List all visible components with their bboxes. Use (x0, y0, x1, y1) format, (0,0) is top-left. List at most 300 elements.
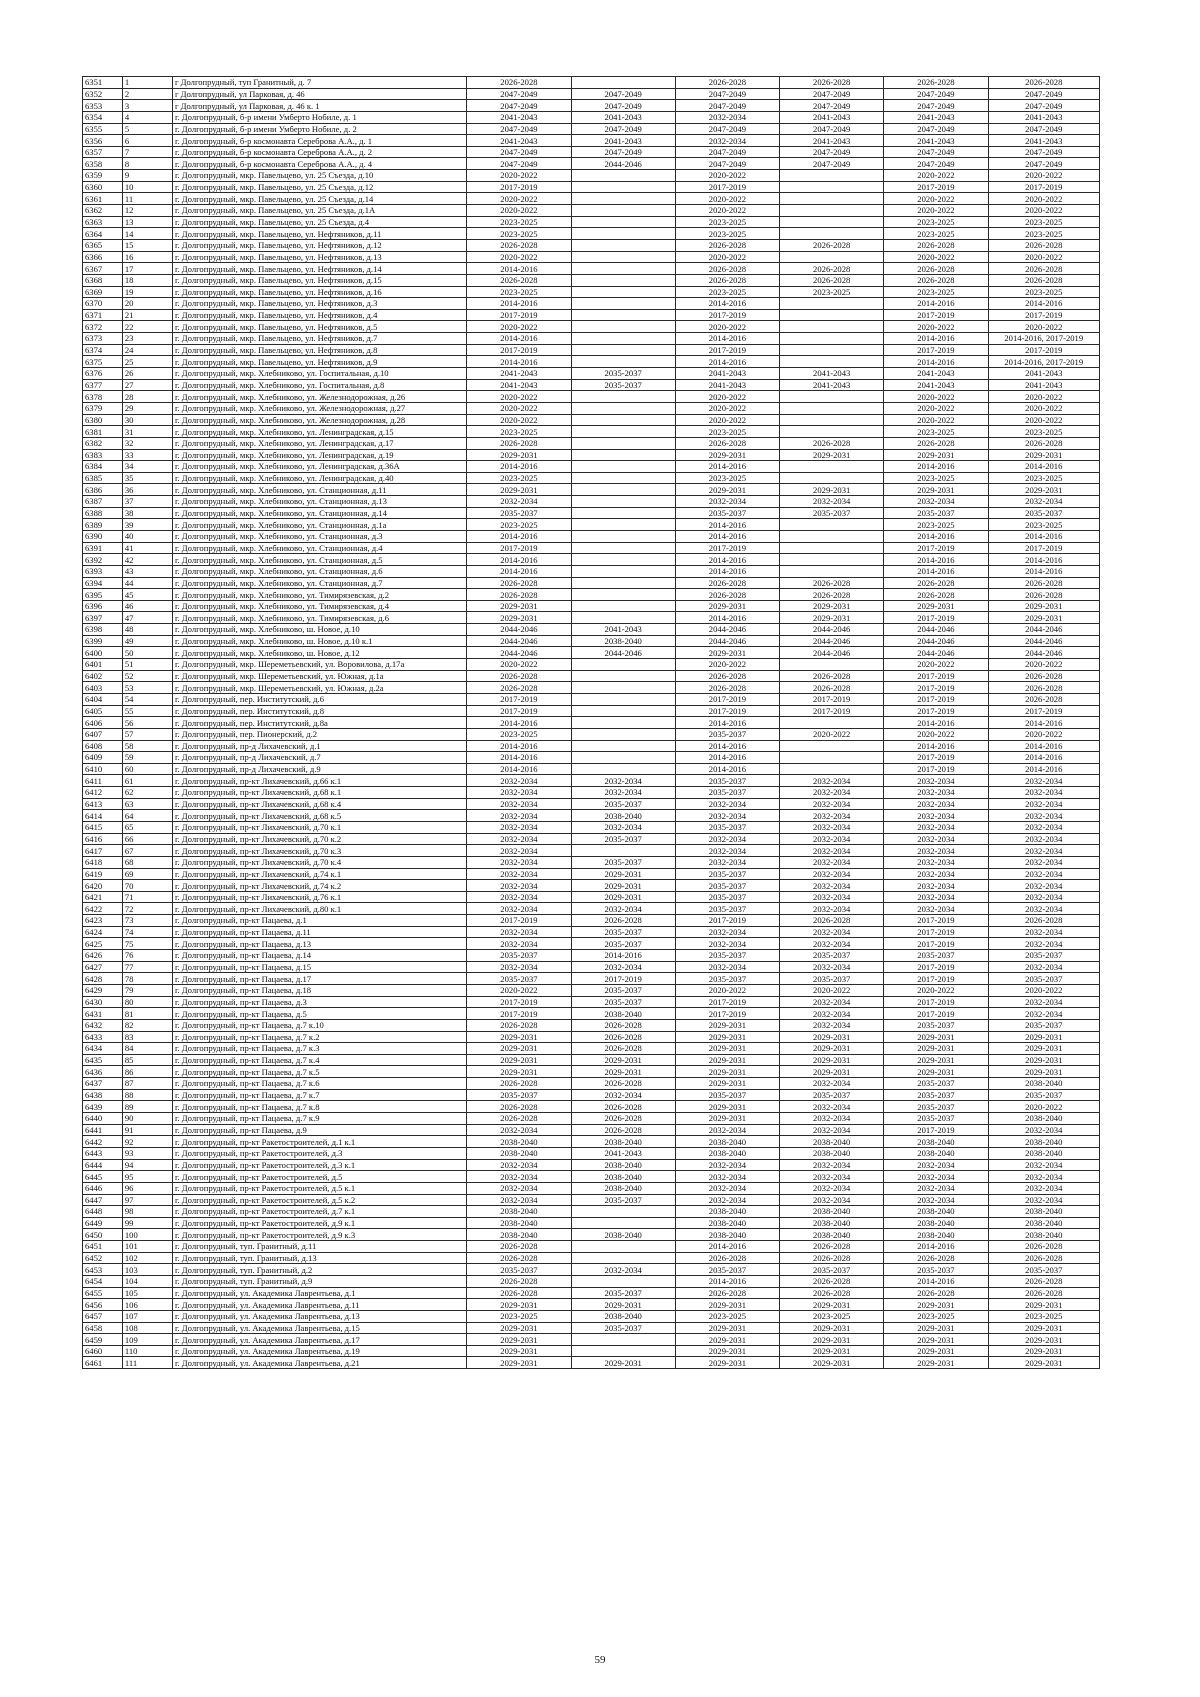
table-cell: г. Долгопрудный, туп. Гранитный, д.2 (172, 1264, 466, 1276)
table-cell: 2029-2031 (988, 1322, 1099, 1334)
table-cell: 2029-2031 (884, 484, 988, 496)
table-cell: 2020-2022 (988, 170, 1099, 182)
table-cell: 25 (122, 356, 172, 368)
table-cell: 2014-2016 (884, 298, 988, 310)
table-cell: 2032-2034 (988, 1171, 1099, 1183)
table-cell: 2020-2022 (467, 402, 571, 414)
table-cell: 2044-2046 (467, 635, 571, 647)
table-cell: 6444 (83, 1159, 123, 1171)
table-cell: 2020-2022 (675, 321, 779, 333)
table-cell: 2029-2031 (571, 1299, 675, 1311)
table-cell: 6378 (83, 391, 123, 403)
table-cell: 64 (122, 810, 172, 822)
table-cell: г. Долгопрудный, мкр. Шереметьевский, ул. Воровилова, д.17а (172, 659, 466, 671)
table-cell: 6448 (83, 1206, 123, 1218)
table-cell: г. Долгопрудный, пер. Институтский, д.8 (172, 705, 466, 717)
table-cell: 2023-2025 (988, 519, 1099, 531)
table-cell (571, 693, 675, 705)
table-row (83, 1345, 1100, 1357)
table-row (83, 1066, 1100, 1078)
table-cell: 2035-2037 (571, 833, 675, 845)
table-cell: 6408 (83, 740, 123, 752)
table-cell: 2023-2025 (988, 472, 1099, 484)
table-cell: 2029-2031 (988, 449, 1099, 461)
table-cell (571, 391, 675, 403)
table-row (83, 1101, 1100, 1113)
table-cell: 2047-2049 (467, 158, 571, 170)
table-cell: 2032-2034 (675, 833, 779, 845)
table-row (83, 1043, 1100, 1055)
table-cell: г. Долгопрудный, мкр. Павельцево, ул. Нефтяников, д.3 (172, 298, 466, 310)
table-cell: 2020-2022 (884, 402, 988, 414)
table-row (83, 1182, 1100, 1194)
table-cell: 6390 (83, 530, 123, 542)
table-cell: 2029-2031 (780, 449, 884, 461)
table-row (83, 856, 1100, 868)
table-row (83, 1206, 1100, 1218)
table-cell: 2020-2022 (988, 984, 1099, 996)
table-cell: 2032-2034 (884, 1171, 988, 1183)
table-cell: 2026-2028 (884, 589, 988, 601)
table-cell: 6445 (83, 1171, 123, 1183)
table-cell (780, 752, 884, 764)
table-cell (571, 705, 675, 717)
table-cell: 2038-2040 (780, 1136, 884, 1148)
table-cell: 6381 (83, 426, 123, 438)
table-cell: 6454 (83, 1275, 123, 1287)
table-cell: 2038-2040 (884, 1217, 988, 1229)
table-cell: г. Долгопрудный, пр-кт Пацаева, д.9 (172, 1124, 466, 1136)
table-cell: 2017-2019 (884, 682, 988, 694)
table-cell: 2041-2043 (988, 135, 1099, 147)
table-cell: 6419 (83, 868, 123, 880)
table-cell: 2035-2037 (467, 973, 571, 985)
table-cell: 2014-2016 (675, 461, 779, 473)
table-cell: 2032-2034 (571, 775, 675, 787)
table-cell (571, 682, 675, 694)
table-cell: 2026-2028 (988, 915, 1099, 927)
table-row (83, 239, 1100, 251)
table-cell: 2020-2022 (467, 984, 571, 996)
table-cell: 2032-2034 (780, 856, 884, 868)
table-cell: 2041-2043 (988, 379, 1099, 391)
table-cell: 6384 (83, 461, 123, 473)
table-cell: 2044-2046 (988, 635, 1099, 647)
table-row (83, 717, 1100, 729)
table-cell: 2047-2049 (884, 123, 988, 135)
table-cell: 60 (122, 763, 172, 775)
table-row (83, 379, 1100, 391)
table-cell: 2026-2028 (467, 589, 571, 601)
table-cell: 2026-2028 (884, 263, 988, 275)
table-cell: 2044-2046 (467, 647, 571, 659)
table-cell: 43 (122, 565, 172, 577)
table-cell: 73 (122, 915, 172, 927)
table-row (83, 1229, 1100, 1241)
table-cell: 2032-2034 (675, 1194, 779, 1206)
table-row (83, 1252, 1100, 1264)
table-cell: 2032-2034 (675, 926, 779, 938)
table-cell: 2029-2031 (675, 647, 779, 659)
table-cell: 2032-2034 (675, 798, 779, 810)
table-cell (571, 577, 675, 589)
table-cell: 2029-2031 (780, 1345, 884, 1357)
table-cell: 2029-2031 (675, 1299, 779, 1311)
table-cell: 22 (122, 321, 172, 333)
table-cell: 2032-2034 (988, 822, 1099, 834)
table-cell: 2026-2028 (780, 1241, 884, 1253)
table-cell: 2014-2016 (884, 530, 988, 542)
table-cell (571, 309, 675, 321)
table-cell: 2032-2034 (884, 891, 988, 903)
table-cell: 2014-2016 (884, 461, 988, 473)
table-cell: 2041-2043 (884, 379, 988, 391)
schedule-table-container (82, 76, 1100, 1369)
table-row (83, 659, 1100, 671)
table-cell: 2017-2019 (675, 996, 779, 1008)
table-cell: 2032-2034 (467, 845, 571, 857)
table-cell (780, 414, 884, 426)
table-cell: 6375 (83, 356, 123, 368)
table-cell: 2035-2037 (571, 984, 675, 996)
table-cell: 2029-2031 (571, 1054, 675, 1066)
table-cell (780, 542, 884, 554)
table-cell: 2032-2034 (988, 1159, 1099, 1171)
table-cell: 2026-2028 (988, 682, 1099, 694)
table-cell: 2032-2034 (988, 891, 1099, 903)
table-cell: 2026-2028 (675, 77, 779, 89)
table-cell: 2014-2016 (884, 1241, 988, 1253)
table-cell: 2029-2031 (780, 1334, 884, 1346)
table-cell: 2017-2019 (884, 693, 988, 705)
table-cell: 2047-2049 (467, 146, 571, 158)
table-cell: 6403 (83, 682, 123, 694)
table-cell: 2014-2016 (884, 565, 988, 577)
table-cell: 2017-2019 (675, 915, 779, 927)
table-cell: 2032-2034 (884, 822, 988, 834)
table-cell: г. Долгопрудный, ул. Академика Лаврентьева, д.21 (172, 1357, 466, 1369)
table-cell: 6434 (83, 1043, 123, 1055)
table-cell: г. Долгопрудный, пер. Институтский, д.8а (172, 717, 466, 729)
table-cell (571, 763, 675, 775)
table-cell: 2026-2028 (571, 1113, 675, 1125)
table-cell: 33 (122, 449, 172, 461)
table-row (83, 1031, 1100, 1043)
table-cell: г. Долгопрудный, мкр. Хлебниково, ул. Ленинградская, д.17 (172, 437, 466, 449)
table-cell (571, 728, 675, 740)
table-cell: 2029-2031 (467, 1043, 571, 1055)
table-cell: 2020-2022 (884, 251, 988, 263)
table-cell: 2032-2034 (467, 856, 571, 868)
table-cell: 6442 (83, 1136, 123, 1148)
table-cell (571, 251, 675, 263)
table-cell: 2017-2019 (675, 344, 779, 356)
table-cell: 6397 (83, 612, 123, 624)
table-cell: 2035-2037 (780, 1264, 884, 1276)
table-row (83, 775, 1100, 787)
table-row (83, 1124, 1100, 1136)
table-cell: 2032-2034 (780, 880, 884, 892)
table-cell: 2029-2031 (780, 484, 884, 496)
table-cell: 2038-2040 (571, 1182, 675, 1194)
table-cell: 2035-2037 (675, 728, 779, 740)
table-cell: 29 (122, 402, 172, 414)
table-row (83, 1287, 1100, 1299)
table-cell: 6 (122, 135, 172, 147)
table-cell: г. Долгопрудный, мкр. Павельцево, ул. 25 Съезда, д.4 (172, 216, 466, 228)
table-cell: 2023-2025 (988, 286, 1099, 298)
table-cell: 2035-2037 (884, 1089, 988, 1101)
table-cell: 6435 (83, 1054, 123, 1066)
table-cell: 83 (122, 1031, 172, 1043)
table-cell: 2041-2043 (467, 379, 571, 391)
table-cell (571, 77, 675, 89)
table-cell: 2032-2034 (467, 810, 571, 822)
table-cell: 2017-2019 (467, 344, 571, 356)
table-cell: 2017-2019 (467, 181, 571, 193)
table-cell: 77 (122, 961, 172, 973)
table-cell: 6432 (83, 1019, 123, 1031)
table-cell: г. Долгопрудный, пр-д Лихачевский, д.9 (172, 763, 466, 775)
table-cell: 2020-2022 (988, 391, 1099, 403)
table-cell: 2029-2031 (467, 1066, 571, 1078)
table-cell: 2023-2025 (467, 728, 571, 740)
table-cell (780, 763, 884, 775)
table-cell: 2047-2049 (988, 146, 1099, 158)
table-row (83, 635, 1100, 647)
table-cell: 2020-2022 (675, 391, 779, 403)
table-cell: 2026-2028 (571, 1031, 675, 1043)
table-cell: г. Долгопрудный, мкр. Хлебниково, ул. Железнодорожная, д.26 (172, 391, 466, 403)
table-cell: 6380 (83, 414, 123, 426)
table-cell: 2032-2034 (884, 868, 988, 880)
table-cell: 2026-2028 (884, 274, 988, 286)
table-cell (571, 216, 675, 228)
table-cell: 2029-2031 (884, 1299, 988, 1311)
table-cell: 2017-2019 (884, 1008, 988, 1020)
table-cell: 2014-2016 (467, 298, 571, 310)
table-cell: 67 (122, 845, 172, 857)
table-cell: 102 (122, 1252, 172, 1264)
table-cell: 2047-2049 (780, 158, 884, 170)
table-cell: 85 (122, 1054, 172, 1066)
table-cell: 2038-2040 (675, 1147, 779, 1159)
table-cell: 2029-2031 (571, 1357, 675, 1369)
table-cell: 2026-2028 (467, 1113, 571, 1125)
schedule-table (82, 76, 1100, 1369)
table-row (83, 938, 1100, 950)
table-cell: 6401 (83, 659, 123, 671)
table-cell: 2035-2037 (780, 507, 884, 519)
table-row (83, 589, 1100, 601)
table-cell: 2038-2040 (571, 1229, 675, 1241)
table-cell: 2020-2022 (988, 251, 1099, 263)
table-cell: 2023-2025 (988, 216, 1099, 228)
table-cell: 37 (122, 496, 172, 508)
table-cell: 2020-2022 (675, 205, 779, 217)
table-row (83, 391, 1100, 403)
table-cell: 2044-2046 (780, 624, 884, 636)
table-cell: 2017-2019 (467, 705, 571, 717)
table-cell: 42 (122, 554, 172, 566)
table-cell: 2026-2028 (988, 1275, 1099, 1287)
table-row (83, 193, 1100, 205)
table-cell: 2038-2040 (467, 1206, 571, 1218)
table-cell: 2014-2016 (467, 461, 571, 473)
table-cell: 2017-2019 (467, 915, 571, 927)
table-cell: 2047-2049 (988, 158, 1099, 170)
table-cell: 6420 (83, 880, 123, 892)
table-cell: 2023-2025 (675, 228, 779, 240)
table-cell: 2038-2040 (467, 1217, 571, 1229)
table-cell: 2032-2034 (988, 1182, 1099, 1194)
table-cell: 6411 (83, 775, 123, 787)
table-cell: 2029-2031 (675, 1031, 779, 1043)
table-cell: 92 (122, 1136, 172, 1148)
table-cell: г. Долгопрудный, мкр. Павельцево, ул. Нефтяников, д.11 (172, 228, 466, 240)
table-cell: 2023-2025 (675, 216, 779, 228)
table-cell: 2032-2034 (780, 798, 884, 810)
table-cell: 108 (122, 1322, 172, 1334)
table-cell: 2017-2019 (467, 542, 571, 554)
table-cell: 2032-2034 (571, 822, 675, 834)
table-cell (780, 181, 884, 193)
table-cell: 2 (122, 88, 172, 100)
table-row (83, 1019, 1100, 1031)
table-cell: 6423 (83, 915, 123, 927)
table-cell: г. Долгопрудный, мкр. Хлебниково, ул. Станционная, д.5 (172, 554, 466, 566)
table-cell: 2047-2049 (884, 158, 988, 170)
table-cell: 2029-2031 (675, 1019, 779, 1031)
table-row (83, 1241, 1100, 1253)
table-cell: 6358 (83, 158, 123, 170)
table-row (83, 798, 1100, 810)
table-cell: 2026-2028 (988, 1252, 1099, 1264)
table-cell: 2032-2034 (675, 1159, 779, 1171)
table-cell: 2038-2040 (988, 1229, 1099, 1241)
table-cell: 2035-2037 (675, 903, 779, 915)
table-cell: 2032-2034 (884, 787, 988, 799)
table-row (83, 868, 1100, 880)
table-cell (571, 321, 675, 333)
table-row (83, 822, 1100, 834)
table-cell: 4 (122, 111, 172, 123)
table-cell: 2026-2028 (675, 1252, 779, 1264)
table-cell: г. Долгопрудный, мкр. Хлебниково, ул. Станционная, д.3 (172, 530, 466, 542)
table-cell (571, 298, 675, 310)
table-row (83, 368, 1100, 380)
table-cell: г. Долгопрудный, пр-кт Ракетостроителей, д.3 (172, 1147, 466, 1159)
table-cell: 6405 (83, 705, 123, 717)
table-cell: 2023-2025 (780, 286, 884, 298)
table-cell: 69 (122, 868, 172, 880)
table-cell: г. Долгопрудный, мкр. Хлебниково, ул. Станционная, д.4 (172, 542, 466, 554)
table-cell: 2014-2016 (467, 565, 571, 577)
table-cell: 6377 (83, 379, 123, 391)
table-cell: 2044-2046 (884, 635, 988, 647)
table-cell: 2017-2019 (884, 973, 988, 985)
table-row (83, 810, 1100, 822)
table-row (83, 891, 1100, 903)
table-row (83, 437, 1100, 449)
table-row (83, 670, 1100, 682)
table-cell: г. Долгопрудный, пр-кт Лихачевский, д.70 к.2 (172, 833, 466, 845)
table-cell: 2032-2034 (780, 996, 884, 1008)
table-cell: 2032-2034 (780, 903, 884, 915)
table-cell: 2026-2028 (780, 77, 884, 89)
table-cell: г. Долгопрудный, пр-кт Ракетостроителей, д.5 к.1 (172, 1182, 466, 1194)
table-cell: 2020-2022 (780, 728, 884, 740)
table-cell: 81 (122, 1008, 172, 1020)
table-cell: 2026-2028 (467, 577, 571, 589)
table-cell: 2026-2028 (675, 274, 779, 286)
table-cell: 6368 (83, 274, 123, 286)
table-row (83, 205, 1100, 217)
table-cell: 2041-2043 (675, 379, 779, 391)
table-cell: 6450 (83, 1229, 123, 1241)
table-cell (571, 193, 675, 205)
table-cell (571, 1206, 675, 1218)
table-cell: 96 (122, 1182, 172, 1194)
table-cell: 2014-2016 (884, 1275, 988, 1287)
table-cell (571, 600, 675, 612)
table-cell: 2023-2025 (884, 472, 988, 484)
table-cell: 6433 (83, 1031, 123, 1043)
table-cell: 2026-2028 (467, 1241, 571, 1253)
table-cell: 2029-2031 (675, 1322, 779, 1334)
table-cell: 2032-2034 (780, 1182, 884, 1194)
table-cell: г. Долгопрудный, пр-кт Пацаева, д.17 (172, 973, 466, 985)
table-cell: 2023-2025 (884, 426, 988, 438)
table-cell: 2023-2025 (467, 519, 571, 531)
table-cell: 2017-2019 (675, 693, 779, 705)
table-cell: 2020-2022 (988, 414, 1099, 426)
table-cell: 2026-2028 (988, 239, 1099, 251)
table-cell: 61 (122, 775, 172, 787)
table-cell: 2032-2034 (467, 775, 571, 787)
table-cell: 15 (122, 239, 172, 251)
table-cell: 6400 (83, 647, 123, 659)
table-cell: 2026-2028 (988, 263, 1099, 275)
table-cell: 2029-2031 (467, 600, 571, 612)
table-cell: 2029-2031 (884, 1357, 988, 1369)
table-cell: 18 (122, 274, 172, 286)
table-cell: 2020-2022 (467, 659, 571, 671)
table-cell: 6393 (83, 565, 123, 577)
table-cell: г. Долгопрудный, мкр. Хлебниково, ул. Станционная, д.7 (172, 577, 466, 589)
table-cell: 6398 (83, 624, 123, 636)
table-cell (571, 414, 675, 426)
table-cell: 63 (122, 798, 172, 810)
table-cell: 2032-2034 (780, 1008, 884, 1020)
table-cell: 2032-2034 (675, 496, 779, 508)
table-cell: 84 (122, 1043, 172, 1055)
table-row (83, 181, 1100, 193)
table-cell: 2035-2037 (988, 1089, 1099, 1101)
table-cell: 26 (122, 368, 172, 380)
table-cell: 2029-2031 (988, 1054, 1099, 1066)
table-row (83, 565, 1100, 577)
table-cell: 6407 (83, 728, 123, 740)
table-cell: 2017-2019 (884, 1124, 988, 1136)
table-cell: 2047-2049 (675, 146, 779, 158)
table-cell: 6352 (83, 88, 123, 100)
table-cell: г. Долгопрудный, пр-кт Лихачевский, д.70 к.1 (172, 822, 466, 834)
table-cell: 2026-2028 (780, 239, 884, 251)
table-row (83, 1171, 1100, 1183)
table-cell (571, 659, 675, 671)
table-cell: 2029-2031 (675, 1334, 779, 1346)
